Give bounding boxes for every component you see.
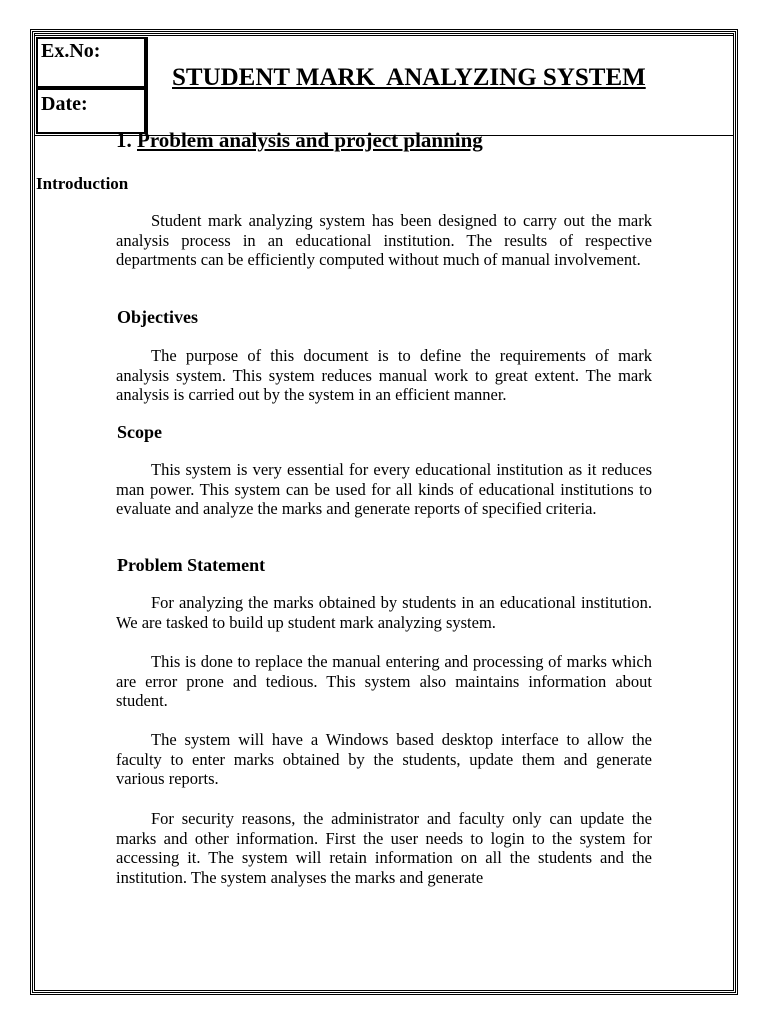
section-number: 1. [116, 128, 132, 152]
section-title-text: Problem analysis and project planning [137, 128, 483, 152]
document-title: STUDENT MARK ANALYZING SYSTEM [172, 64, 646, 91]
problem-statement-paragraph-2: This is done to replace the manual entering and processing of marks which are error prone and tedious. This system also maintains information about student. [116, 652, 652, 710]
exno-label: Ex.No: [41, 40, 101, 62]
problem-statement-heading: Problem Statement [117, 555, 266, 575]
introduction-paragraph: Student mark analyzing system has been designed to carry out the mark analysis process in an educational institution. The results of respective departments can be efficiently computed without much of manual involvement. [116, 211, 652, 269]
problem-statement-paragraph-3: The system will have a Windows based desktop interface to allow the faculty to enter marks obtained by the students, update them and generate various reports. [116, 730, 652, 788]
scope-paragraph: This system is very essential for every educational institution as it reduces man power. This system can be used for all kinds of educational institutions to evaluate and analyze the marks and generate reports of specified criteria. [116, 460, 652, 518]
problem-statement-paragraph-4: For security reasons, the administrator and faculty only can update the marks and other information. First the user needs to login to the system for accessing it. The system will retain information on all the students and the institution. The system analyses the marks and generate [116, 809, 652, 887]
objectives-paragraph: The purpose of this document is to define the requirements of mark analysis system. This system reduces manual work to great extent. The mark analysis is carried out by the system in an efficient manner. [116, 346, 652, 404]
introduction-heading: Introduction [36, 174, 129, 193]
problem-statement-paragraph-1: For analyzing the marks obtained by students in an educational institution. We are tasked to build up student mark analyzing system. [116, 593, 652, 632]
section-title [116, 128, 483, 153]
scope-heading: Scope [117, 422, 162, 442]
date-label: Date: [41, 93, 88, 115]
objectives-heading: Objectives [117, 307, 198, 327]
